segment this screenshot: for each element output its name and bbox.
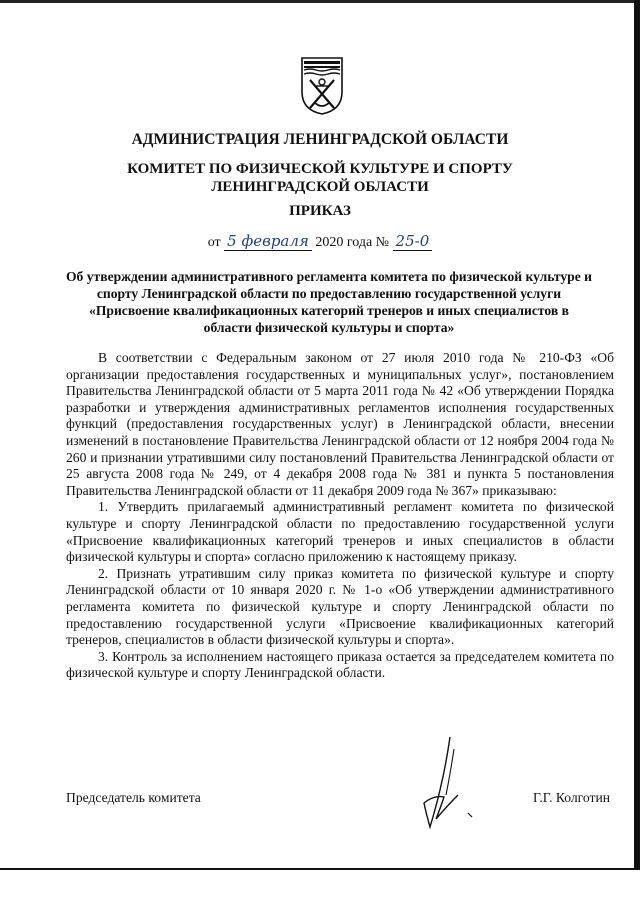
document-type-heading: ПРИКАЗ: [289, 203, 351, 219]
committee-heading-line1: КОМИТЕТ ПО ФИЗИЧЕСКОЙ КУЛЬТУРЕ И СПОРТУ: [127, 161, 513, 177]
handwritten-order-number: 25-0: [393, 232, 433, 251]
preamble-paragraph: В соответствии с Федеральным законом от 27 июля 2010 года № 210-ФЗ «Об организации предоставления государственных и муниципальных услуг», постановлением Правительства Ленинградской области от 5 марта 2011 года № 42 «Об утверждении Порядка разработки и утверждения административных регламентов исполнения государственных функций (предоставления государственных услуг) в Ленинградской области, внесении изменений в постановление Правительства Ленинградской области от 12 ноября 2004 года № 260 и признании утратившими силу постановлений Правительства Ленинградской области от 25 августа 2008 года № 249, от 4 декабря 2008 года № 381 и пункта 5 постановления Правительства Ленинградской области от 11 декабря 2009 года № 367» приказываю:: [66, 350, 614, 498]
administration-heading: АДМИНИСТРАЦИЯ ЛЕНИНГРАДСКОЙ ОБЛАСТИ: [131, 131, 509, 148]
date-prefix: от: [207, 235, 221, 250]
committee-heading-line2: ЛЕНИНГРАДСКОЙ ОБЛАСТИ: [211, 179, 429, 195]
handwritten-signature-icon: [400, 735, 490, 835]
clause-2-paragraph: 2. Признать утратившим силу приказ комитета по физической культуре и спорту Ленинградской области от 10 января 2020 г. № 1-о «Об утверждении административного регламента комитета по физической культуре и спорту Ленинградской области по предоставлению государственной услуги «Присвоение квалификационных категорий тренеров, специалистов в области физической культуры и спорта».: [66, 565, 614, 648]
scan-edge-bottom: [0, 868, 640, 907]
clause-3-paragraph: 3. Контроль за исполнением настоящего приказа остается за председателем комитета по физической культуре и спорту Ленинградской области.: [66, 648, 614, 681]
signatory-name: Г.Г. Колготин: [533, 790, 610, 805]
committee-heading: [0, 160, 640, 196]
date-number-line: [0, 232, 640, 251]
year-number-label: 2020 года №: [315, 235, 390, 250]
signatory-position: Председатель комитета: [66, 790, 201, 805]
scan-edge-top: [0, 0, 640, 3]
order-title: Об утверждении административного регламента комитета по физической культуре и спорту Ленинградской области по предоставлению государственной услуги «Присвоение квалификационных категорий тренеров и иных специалистов в области физической культуры и спорта»: [65, 269, 592, 335]
order-body: [66, 350, 614, 682]
handwritten-date: 5 февраля: [224, 232, 312, 251]
coat-of-arms-icon: [300, 56, 344, 116]
clause-1-paragraph: 1. Утвердить прилагаемый административный регламент комитета по физической культуре и спорту Ленинградской области по предоставлению государственной услуги «Присвоение квалификационных категорий тренеров и иных специалистов в области физической культуры и спорта» согласно приложению к настоящему приказу.: [66, 499, 614, 565]
